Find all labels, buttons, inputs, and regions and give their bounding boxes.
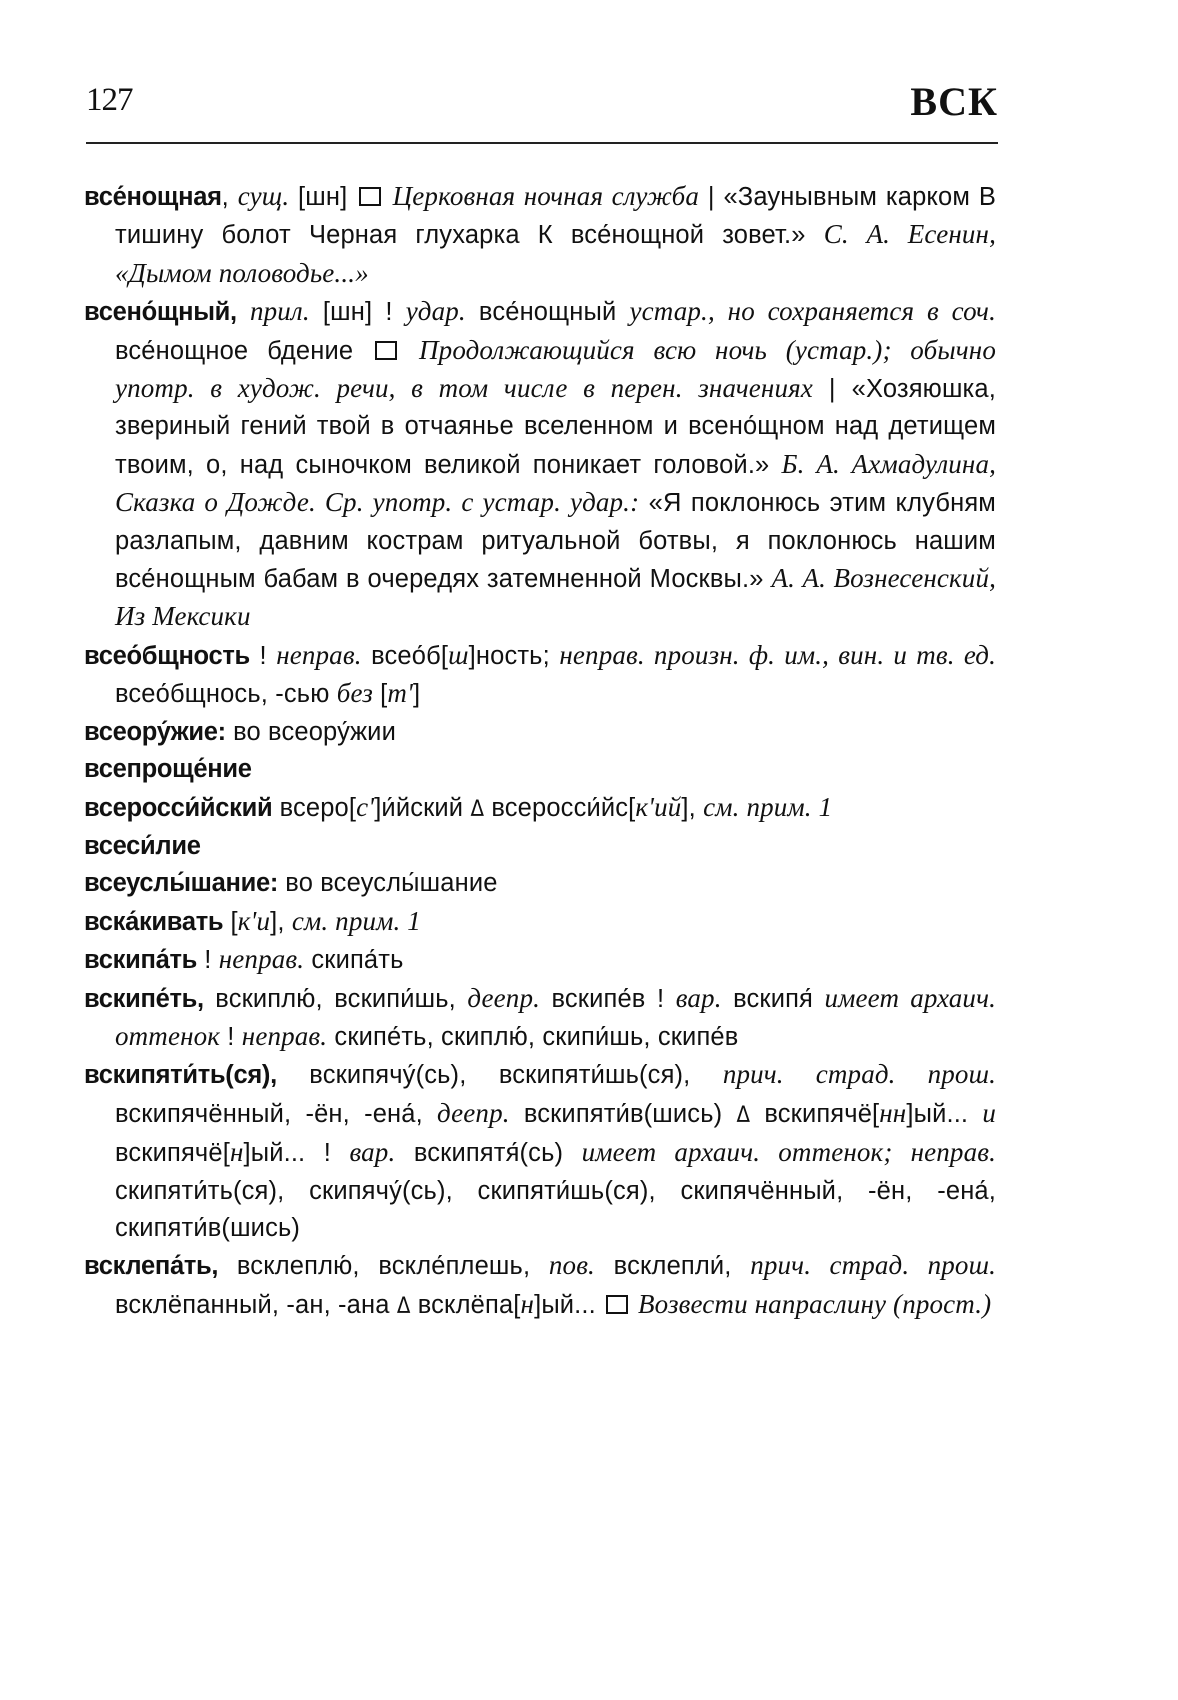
running-head: ВСК <box>910 79 998 124</box>
label-italic: н <box>229 1137 244 1168</box>
headword: вскипяти́ть(ся), <box>84 1061 277 1090</box>
dictionary-entry <box>84 828 996 865</box>
headword: всено́щный, <box>84 298 237 327</box>
entry-text: вскиплю́, вскипи́шь, <box>203 984 468 1013</box>
delta-icon: Δ <box>736 1102 751 1128</box>
label-italic: к'ий <box>635 791 682 822</box>
dictionary-entry <box>84 865 996 902</box>
label-italic: вар. <box>349 1137 396 1168</box>
label-italic: имеет архаич. оттенок <box>115 982 997 1051</box>
label-italic: С. А. Есенин, «Дымом половодье...» <box>115 219 996 288</box>
label-italic: с' <box>356 791 375 822</box>
entry-text: вскипячённый, -ён, -ена́, <box>115 1099 438 1128</box>
entry-text: всеросси́йс[ <box>484 793 636 822</box>
headword: все́нощная <box>84 183 222 211</box>
page-number: 127 <box>86 82 133 118</box>
entry-text: всклёпанный, -ан, -ана <box>115 1290 397 1319</box>
entry-text: вскипя́ <box>721 984 825 1013</box>
dictionary-entry <box>84 980 996 1057</box>
entry-text: скипяти́ть(ся), скипячу́(сь), скипяти́шь(ся), скипячённый, -ён, -ена́, скипяти́в(шись) <box>115 1176 996 1242</box>
label-italic: пов. <box>548 1250 595 1281</box>
meaning-box-icon <box>606 1295 628 1314</box>
entry-text: [ <box>372 680 388 709</box>
entry-text: [ <box>223 907 238 936</box>
label-italic: удар. <box>405 296 466 327</box>
entry-text: вскипячу́(сь), вскипяти́шь(ся), <box>276 1061 723 1090</box>
label-italic: прич. страд. прош. <box>722 1059 997 1090</box>
entry-text: ]ый... <box>534 1290 604 1319</box>
label-italic: ш <box>448 639 469 670</box>
headword: всеси́лие <box>84 831 201 860</box>
entry-text: всклепли́, <box>594 1252 751 1281</box>
entry-text: все́нощное бдение <box>115 336 373 365</box>
header-rule <box>86 142 998 144</box>
entry-text: ]ый... ! <box>243 1139 350 1168</box>
entry-text: во всеору́жии <box>225 717 396 746</box>
entry-text: во всеуслы́шание <box>278 869 498 898</box>
dictionary-entry <box>84 714 996 751</box>
entry-text: | «Заунывным карком В тишину болот Черная глухарка К все́нощной зовет.» <box>115 183 997 250</box>
entry-text: скипе́ть, скиплю́, скипи́шь, скипе́в <box>327 1022 739 1051</box>
dictionary-entry <box>84 941 996 979</box>
label-italic: см. прим. 1 <box>703 791 833 822</box>
dictionary-entry <box>84 293 996 637</box>
headword: всео́бщность <box>84 641 250 670</box>
label-italic: неправ. <box>218 944 305 975</box>
headword: вскипе́ть, <box>84 984 204 1013</box>
label-italic: неправ. <box>276 639 362 670</box>
entry-text: «Я поклонюсь этим клубням разлапым, давним кострам ритуальной ботвы, я поклонюсь нашим все́нощным бабам в очередях затемненной Москвы.» <box>115 489 996 594</box>
entry-text: ], <box>270 907 292 936</box>
label-italic: и <box>982 1097 997 1128</box>
headword: вска́кивать <box>84 907 224 936</box>
delta-icon: Δ <box>396 1293 411 1319</box>
label-italic: Церковная ночная служба <box>384 181 700 211</box>
label-italic: вар. <box>675 982 722 1013</box>
label-italic: Возвести напраслину (прост.) <box>631 1288 992 1319</box>
entry-text: ], <box>681 793 704 822</box>
entry-text: всео́бщнось, -сью <box>115 680 337 709</box>
label-italic: деепр. <box>467 982 541 1013</box>
entry-text: вскипячё[ <box>750 1099 880 1128</box>
label-italic: см. прим. 1 <box>291 905 421 936</box>
entry-text: ] <box>412 680 421 709</box>
dictionary-entries <box>84 178 996 1325</box>
entry-text: всклёпа[ <box>410 1290 521 1319</box>
entry-text: вскипяти́в(шись) <box>509 1099 737 1128</box>
dictionary-entry <box>84 789 996 828</box>
entry-text: всеро[ <box>272 793 357 822</box>
headword: всеору́жие: <box>84 717 226 746</box>
entry-text: ]ый... <box>906 1099 983 1128</box>
dictionary-entry <box>84 637 996 714</box>
dictionary-entry <box>84 1247 996 1325</box>
label-italic: н <box>520 1288 535 1319</box>
dictionary-entry <box>84 903 996 941</box>
dictionary-entry <box>84 1056 996 1247</box>
label-italic: А. А. Вознесенский, Из Мексики <box>115 563 996 632</box>
entry-text: ! <box>220 1022 242 1051</box>
label-italic: устар., но сохраняется в соч. <box>629 296 996 327</box>
entry-text: ]ность; <box>468 641 560 670</box>
entry-text: ]и́йский <box>374 793 471 822</box>
headword: всеросси́йский <box>84 793 273 822</box>
label-italic: сущ. <box>237 181 290 211</box>
entry-text: [шн] ! <box>309 298 406 327</box>
label-italic: к'и <box>237 905 271 936</box>
label-italic: без <box>336 678 373 709</box>
entry-text: вскипятя́(сь) <box>395 1139 582 1168</box>
label-italic: Б. А. Ахмадулина, Сказка о Дожде. Ср. употр. с устар. удар.: <box>115 448 996 518</box>
entry-text: вскипе́в ! <box>540 984 676 1013</box>
dictionary-entry <box>84 751 996 788</box>
entry-text: вскипячё[ <box>115 1139 230 1168</box>
entry-text: | «Хозяюшка, звериный гений твой в отчаянье вселенном и всено́щном над детищем твоим, о, над сыночком великой поникает головой.» <box>115 375 996 479</box>
label-italic: деепр. <box>437 1097 510 1128</box>
meaning-box-icon <box>375 341 397 360</box>
entry-text <box>237 298 250 326</box>
dictionary-entry <box>84 178 996 293</box>
meaning-box-icon <box>359 187 381 206</box>
entry-text: все́нощный <box>465 298 630 327</box>
entry-text: ! <box>249 641 277 670</box>
label-italic: прил. <box>249 296 310 327</box>
label-italic: т' <box>387 678 413 709</box>
entry-text: всео́б[ <box>361 641 449 670</box>
entry-text: скипа́ть <box>304 946 404 975</box>
label-italic: прич. страд. прош. <box>750 1250 996 1281</box>
headword: вскипа́ть <box>84 946 198 975</box>
entry-text: всклеплю́, вскле́плешь, <box>218 1252 549 1281</box>
entry-text: [шн] <box>289 183 357 211</box>
label-italic: неправ. произн. ф. им., вин. и тв. ед. <box>559 639 996 670</box>
headword: всклепа́ть, <box>84 1252 219 1281</box>
delta-icon: Δ <box>470 796 485 822</box>
label-italic: Продолжающийся всю ночь (устар.); обычно употр. в худож. речи, в том числе в перен. значениях <box>115 334 996 404</box>
page-header <box>86 78 998 144</box>
entry-text: , <box>221 183 238 211</box>
entry-text: ! <box>197 946 219 975</box>
headword: всеуслы́шание: <box>84 869 279 898</box>
label-italic: неправ. <box>241 1020 328 1051</box>
label-italic: имеет архаич. оттенок; неправ. <box>581 1137 996 1168</box>
headword: всепроще́ние <box>84 755 252 784</box>
label-italic: нн <box>879 1097 907 1128</box>
